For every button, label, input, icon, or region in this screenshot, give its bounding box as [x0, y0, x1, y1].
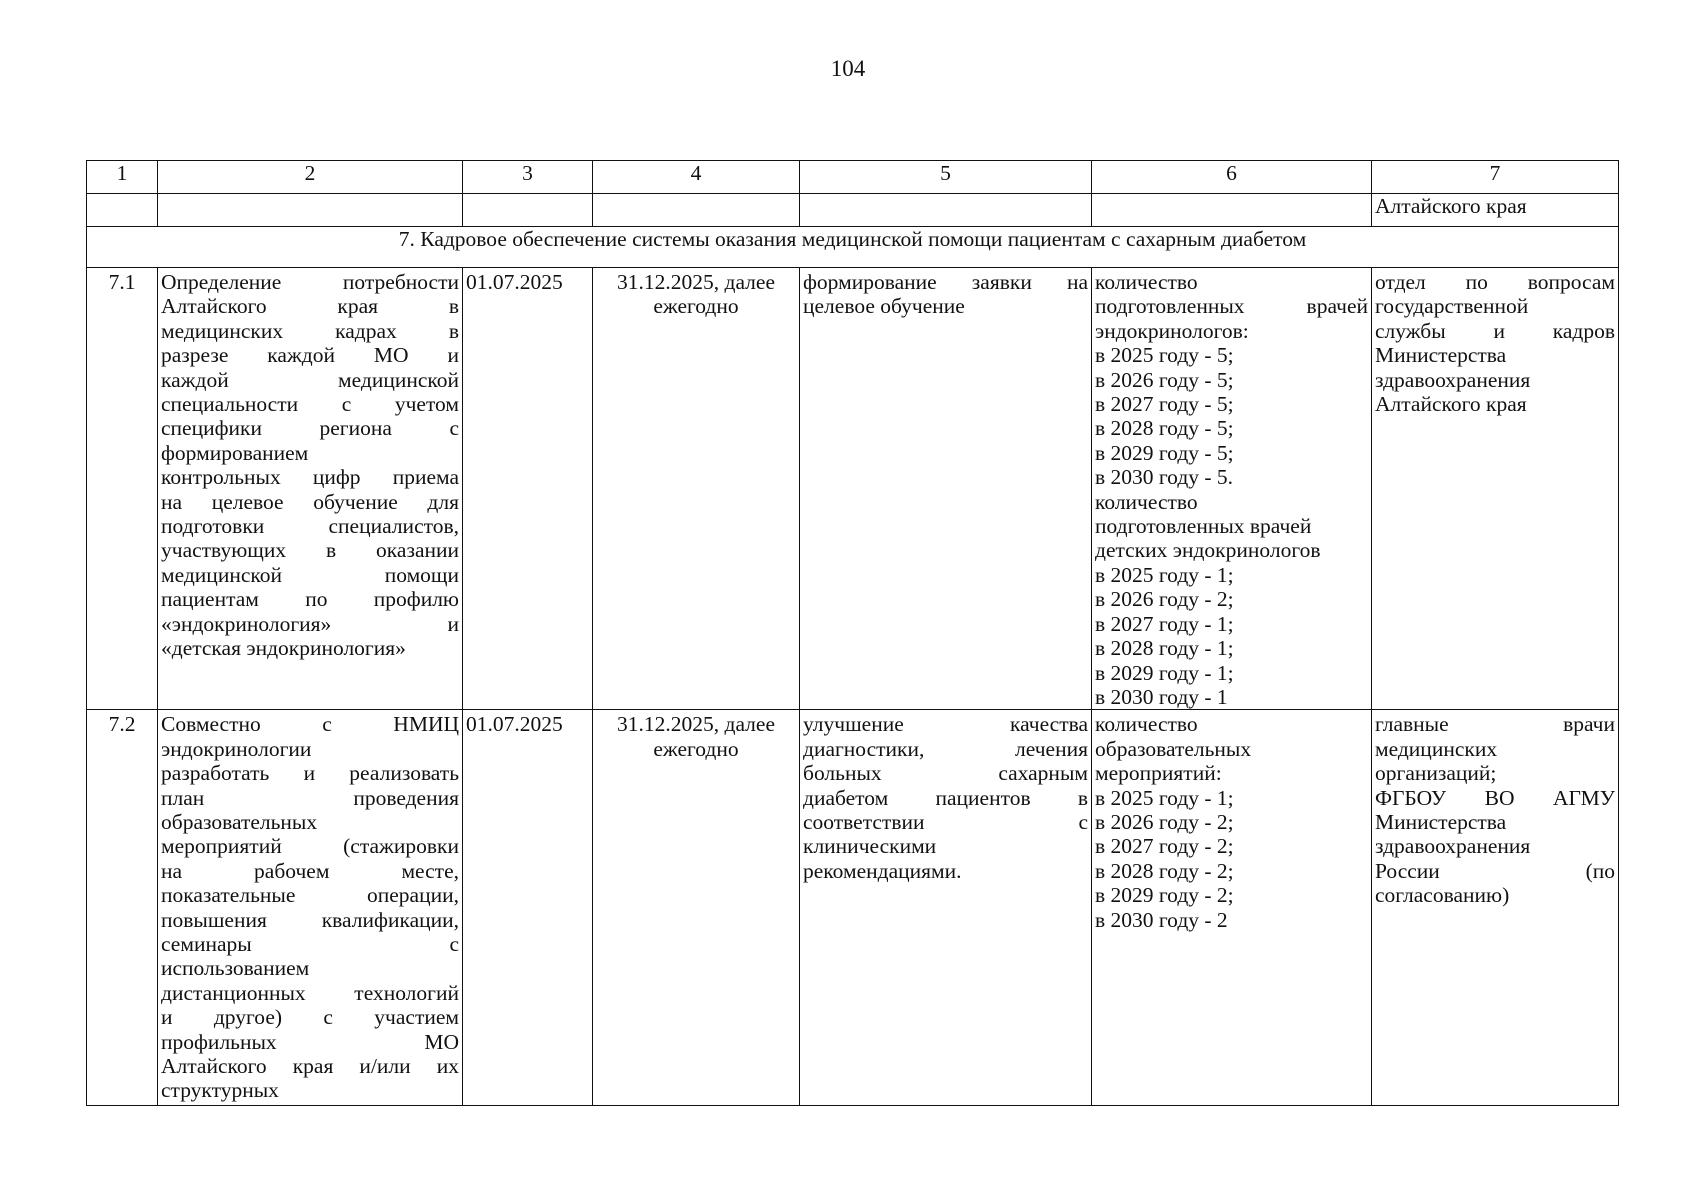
- responsible-cell: [1372, 268, 1619, 710]
- text-line: на рабочем месте,: [161, 858, 459, 883]
- text-line: клиническими: [803, 834, 937, 859]
- text-line: медицинской помощи: [161, 562, 459, 587]
- text-line: в 2030 году - 5.: [1095, 465, 1234, 490]
- text-line: медицинских кадрах в: [161, 318, 459, 343]
- column-header: 1: [87, 161, 158, 194]
- continuation-row: [87, 194, 1619, 227]
- text-line: формирование заявки на: [803, 270, 1088, 294]
- text-line: семинары с: [161, 931, 459, 956]
- plan-table: [86, 160, 1619, 1106]
- text-line: пациентам по профилю: [161, 587, 459, 612]
- text-line: количество: [1095, 712, 1198, 737]
- text-line: Алтайского края: [1375, 392, 1527, 417]
- text-line: мероприятий (стажировки: [161, 834, 459, 859]
- text-line: детских эндокринологов: [1095, 538, 1321, 563]
- text-line: количество: [1095, 270, 1198, 294]
- text-line: структурных: [161, 1078, 279, 1103]
- text-line: диагностики, лечения: [803, 736, 1088, 761]
- text-line: здравоохранения: [1375, 834, 1531, 859]
- text-line: подготовленных врачей: [1095, 514, 1312, 539]
- text-line: контрольных цифр приема: [161, 465, 459, 490]
- text-line: профильных МО: [161, 1029, 459, 1054]
- text-line: России (по: [1375, 858, 1615, 883]
- row-number: 7.2: [87, 710, 158, 1106]
- start-date-cell: 01.07.2025: [463, 268, 593, 710]
- column-header: 7: [1372, 161, 1619, 194]
- indicator-cell: [1092, 710, 1372, 1106]
- text-line: специальности с учетом: [161, 392, 459, 417]
- text-line: в 2027 году - 1;: [1095, 611, 1234, 636]
- column-header: 2: [158, 161, 463, 194]
- text-line: мероприятий:: [1095, 761, 1222, 786]
- text-line: каждой медицинской: [161, 367, 459, 392]
- column-header: 6: [1092, 161, 1372, 194]
- section-title: 7. Кадровое обеспечение системы оказания медицинской помощи пациентам с сахарным диабетом: [87, 227, 1619, 268]
- column-number-row: [87, 161, 1619, 194]
- text-line: здравоохранения: [1375, 367, 1531, 392]
- row-number: 7.1: [87, 268, 158, 710]
- text-line: в 2025 году - 5;: [1095, 343, 1234, 368]
- indicator-cell: [1092, 268, 1372, 710]
- text-line: в 2025 году - 1;: [1095, 562, 1234, 587]
- end-date-cell: 31.12.2025, далее ежегодно: [593, 710, 800, 1106]
- text-line: соответствии с: [803, 809, 1088, 834]
- continuation-cell: Алтайского края: [1372, 194, 1619, 227]
- text-line: подготовленных врачей: [1095, 294, 1368, 319]
- section-row: [87, 227, 1619, 268]
- text-line: специфики региона с: [161, 416, 459, 441]
- text-line: в 2026 году - 2;: [1095, 809, 1234, 834]
- text-line: формированием: [161, 440, 309, 465]
- column-header: 4: [593, 161, 800, 194]
- text-line: использованием: [161, 956, 310, 981]
- text-line: улучшение качества: [803, 712, 1088, 737]
- text-line: больных сахарным: [803, 761, 1088, 786]
- text-line: в 2029 году - 2;: [1095, 883, 1234, 908]
- column-header: 5: [800, 161, 1092, 194]
- result-cell: [800, 710, 1092, 1106]
- text-line: в 2028 году - 2;: [1095, 858, 1234, 883]
- activity-cell: [158, 710, 463, 1106]
- activity-cell: [158, 268, 463, 710]
- text-line: эндокринологии: [161, 736, 312, 761]
- text-line: «эндокринология» и: [161, 611, 459, 636]
- text-line: образовательных: [1095, 736, 1252, 761]
- text-line: участвующих в оказании: [161, 538, 459, 563]
- text-line: согласованию): [1375, 883, 1510, 908]
- start-date-cell: 01.07.2025: [463, 710, 593, 1106]
- text-line: государственной: [1375, 294, 1529, 319]
- text-line: ФГБОУ ВО АГМУ: [1375, 785, 1615, 810]
- text-line: в 2030 году - 1: [1095, 684, 1228, 709]
- text-line: показательные операции,: [161, 883, 459, 908]
- text-line: в 2030 году - 2: [1095, 907, 1228, 932]
- text-line: план проведения: [161, 785, 459, 810]
- text-line: дистанционных технологий: [161, 980, 459, 1005]
- column-header: 3: [463, 161, 593, 194]
- text-line: Министерства: [1375, 343, 1507, 368]
- page-number: 104: [830, 56, 866, 81]
- table-row: [87, 268, 1619, 710]
- responsible-cell: [1372, 710, 1619, 1106]
- text-line: в 2028 году - 5;: [1095, 416, 1234, 441]
- text-line: в 2027 году - 5;: [1095, 392, 1234, 417]
- text-line: подготовки специалистов,: [161, 514, 459, 539]
- text-line: службы и кадров: [1375, 318, 1615, 343]
- text-line: Определение потребности: [161, 270, 459, 294]
- text-line: повышения квалификации,: [161, 907, 459, 932]
- end-date-cell: 31.12.2025, далее ежегодно: [593, 268, 800, 710]
- text-line: диабетом пациентов в: [803, 785, 1088, 810]
- text-line: рекомендациями.: [803, 858, 962, 883]
- text-line: в 2029 году - 5;: [1095, 440, 1234, 465]
- text-line: в 2028 году - 1;: [1095, 636, 1234, 661]
- text-line: в 2026 году - 2;: [1095, 587, 1234, 612]
- text-line: в 2026 году - 5;: [1095, 367, 1234, 392]
- text-line: организаций;: [1375, 761, 1497, 786]
- text-line: Алтайского края и/или их: [161, 1054, 459, 1078]
- text-line: в 2027 году - 2;: [1095, 834, 1234, 859]
- text-line: на целевое обучение для: [161, 489, 459, 514]
- text-line: и другое) с участием: [161, 1005, 459, 1030]
- text-line: образовательных: [161, 809, 318, 834]
- text-line: целевое обучение: [803, 294, 965, 319]
- text-line: количество: [1095, 489, 1198, 514]
- text-line: Совместно с НМИЦ: [161, 712, 459, 737]
- text-line: «детская эндокринология»: [161, 636, 406, 661]
- text-line: медицинских: [1375, 736, 1498, 761]
- text-line: отдел по вопросам: [1375, 270, 1615, 294]
- table-row: [87, 710, 1619, 1106]
- text-line: Министерства: [1375, 809, 1507, 834]
- text-line: в 2029 году - 1;: [1095, 660, 1234, 685]
- text-line: в 2025 году - 1;: [1095, 785, 1234, 810]
- result-cell: [800, 268, 1092, 710]
- text-line: разработать и реализовать: [161, 761, 459, 786]
- text-line: Алтайского края в: [161, 294, 459, 319]
- text-line: разрезе каждой МО и: [161, 343, 459, 368]
- text-line: эндокринологов:: [1095, 318, 1249, 343]
- text-line: главные врачи: [1375, 712, 1615, 737]
